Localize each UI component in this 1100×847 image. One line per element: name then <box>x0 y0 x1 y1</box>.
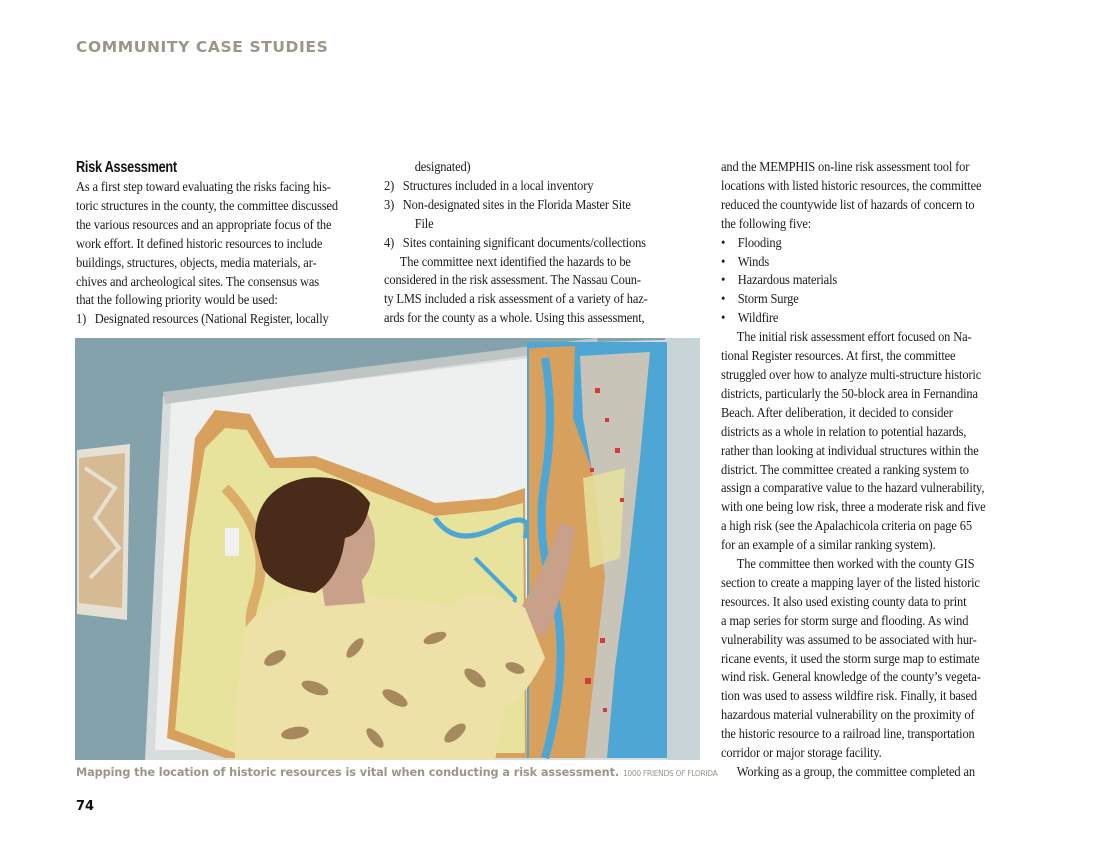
body-line: the various resources and an appropriate focus of the <box>76 216 332 232</box>
body-line: reduced the countywide list of hazards of concern to <box>721 196 975 212</box>
photo-woman-pointing-at-map <box>75 338 700 760</box>
bullet-icon: • <box>721 291 726 307</box>
section-header: COMMUNITY CASE STUDIES <box>76 38 329 56</box>
priority-item-1 <box>76 310 372 329</box>
body-line: a map series for storm surge and flooding. As wind <box>721 612 969 628</box>
body-line: Beach. After deliberation, it decided to consider <box>721 404 953 420</box>
body-line: a high risk (see the Apalachicola criteria on page 65 <box>721 518 972 534</box>
hazard-item-winds <box>721 253 1017 272</box>
body-line: As a first step toward evaluating the risks facing his- <box>76 179 331 194</box>
body-line: section to create a mapping layer of the listed historic <box>721 574 980 590</box>
body-line: districts as a whole in relation to potential hazards, <box>721 423 967 439</box>
body-line: that the following priority would be used: <box>76 292 278 308</box>
body-line: ty LMS included a risk assessment of a variety of haz- <box>384 291 648 307</box>
priority-number: 2) <box>384 177 395 193</box>
priority-text: Designated resources (National Register, locally <box>94 311 329 327</box>
body-line: with one being low risk, three a moderate risk and five <box>721 499 986 515</box>
hazard-label: Wildfire <box>737 310 779 326</box>
body-line: corridor or major storage facility. <box>721 745 882 761</box>
body-line: hazardous material vulnerability on the proximity of <box>721 707 975 723</box>
caption-text: Mapping the location of historic resources is vital when conducting a risk assessment. <box>76 766 620 779</box>
priority-number: 4) <box>384 234 395 250</box>
body-line: tion was used to assess wildfire risk. Finally, it based <box>721 688 977 704</box>
hazard-label: Winds <box>737 253 770 269</box>
priority-text-continued: designated) <box>414 159 471 174</box>
hazard-label: Storm Surge <box>737 291 799 307</box>
bullet-icon: • <box>721 253 726 269</box>
text-column-2 <box>384 158 693 328</box>
body-line: toric structures in the county, the committee discussed <box>76 197 338 213</box>
body-line: work effort. It defined historic resources to include <box>76 235 323 251</box>
priority-item-2 <box>384 177 693 196</box>
body-line: the historic resource to a railroad line, transportation <box>721 726 975 742</box>
text-column-1 <box>76 158 372 329</box>
photo-credit: 1000 FRIENDS OF FLORIDA <box>622 769 718 778</box>
body-line: buildings, structures, objects, media materials, ar- <box>76 254 317 270</box>
hazard-item-hazardous-materials <box>721 271 1017 290</box>
hazard-label: Hazardous materials <box>737 272 838 288</box>
body-line: resources. It also used existing county data to print <box>721 593 967 609</box>
bullet-icon: • <box>721 234 726 250</box>
hazard-label: Flooding <box>737 234 782 250</box>
body-line: and the MEMPHIS on-line risk assessment tool for <box>721 159 970 174</box>
body-line: struggled over how to analyze multi-structure historic <box>721 366 982 382</box>
coastal-map <box>527 342 667 758</box>
priority-item-4 <box>384 234 693 253</box>
text-column-3 <box>721 158 1017 782</box>
priority-number: 3) <box>384 196 395 212</box>
body-line: ards for the county as a whole. Using this assessment, <box>384 310 645 326</box>
body-line: district. The committee created a ranking system to <box>721 461 969 477</box>
hazard-item-storm-surge <box>721 290 1017 309</box>
body-line: districts, particularly the 50-block area in Fernandina <box>721 385 978 401</box>
article-heading: Risk Assessment <box>76 159 177 176</box>
hazard-item-wildfire <box>721 309 1017 328</box>
priority-text: Non-designated sites in the Florida Master Site <box>402 196 631 212</box>
priority-number: 1) <box>76 311 87 327</box>
hazard-item-flooding <box>721 234 1017 253</box>
body-line: assign a comparative value to the hazard vulnerability, <box>721 480 985 496</box>
body-line: wind risk. General knowledge of the county’s vegeta- <box>721 669 981 685</box>
body-line: rather than looking at individual structures within the <box>721 442 979 458</box>
priority-text-continued: File <box>414 215 434 231</box>
body-line: locations with listed historic resources, the committee <box>721 177 982 193</box>
body-line: ricane events, it used the storm surge map to estimate <box>721 650 980 666</box>
body-line: the following five: <box>721 215 812 231</box>
body-line: chives and archeological sites. The consensus was <box>76 273 319 289</box>
body-line: for an example of a similar ranking system). <box>721 537 936 553</box>
body-line: The committee next identified the hazards to be <box>399 253 631 269</box>
priority-text: Structures included in a local inventory <box>402 177 594 193</box>
priority-item-3 <box>384 196 693 215</box>
body-line: The initial risk assessment effort focused on Na- <box>736 329 972 345</box>
bullet-icon: • <box>721 310 726 326</box>
body-line: tional Register resources. At first, the committee <box>721 348 956 364</box>
page-number: 74 <box>76 799 95 814</box>
priority-text: Sites containing significant documents/collections <box>402 234 646 250</box>
small-poster <box>77 444 130 620</box>
body-line: considered in the risk assessment. The Nassau Coun- <box>384 272 641 288</box>
body-line: The committee then worked with the county GIS <box>736 556 975 572</box>
figure-caption <box>76 766 717 779</box>
bullet-icon: • <box>721 272 726 288</box>
body-line: Working as a group, the committee completed an <box>736 764 975 779</box>
body-line: vulnerability was assumed to be associated with hur- <box>721 631 977 647</box>
